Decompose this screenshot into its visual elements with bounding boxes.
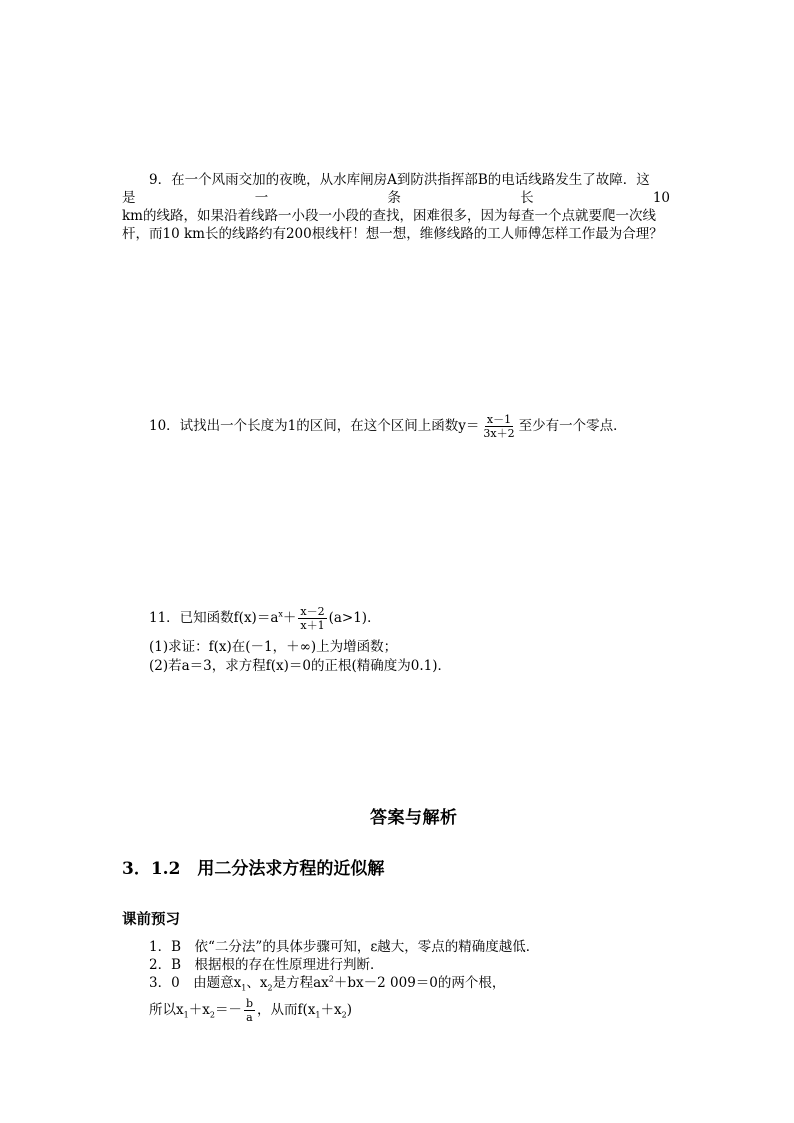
answer-3b-text: ＝－ [214,1002,242,1018]
answer-3-continued [149,992,352,1028]
q11-part1: (1)求证：f(x)在(－1，＋∞)上为增函数； [149,639,398,655]
q11-frac-num: x－2 [300,605,325,618]
q11-exponent: x [278,609,283,619]
subsection-title: 课前预习 [122,911,180,928]
q10-frac-den: 3x＋2 [483,427,515,440]
answer-3-sup: 2 [328,974,334,984]
answer-3b-text: ) [346,1002,352,1018]
section-title: 3．1.2 用二分法求方程的近似解 [122,859,385,879]
answer-3b-sub: 1 [315,1010,321,1020]
q9-line2-part: 条 [387,190,401,206]
answer-3-text: 、x [246,975,268,991]
q11-plus: ＋ [282,610,297,626]
answer-3-sub: 2 [267,983,273,993]
answer-3b-text: 所以x [149,1002,184,1018]
answer-3b-frac-den: a [246,1011,253,1024]
answer-3-text: 是方程ax [272,975,329,991]
q9-line3: km的线路，如果沿着线路一小段一小段的查找，困难很多，因为每查一个点就要爬一次线 [122,208,656,224]
q11-part2: (2)若a＝3，求方程f(x)＝0的正根(精确度为0.1)． [149,658,451,674]
q9-line2-part: 一 [254,190,269,206]
answer-3b-text: ＋x [188,1002,210,1018]
q10-frac-num: x－1 [486,413,512,426]
q11-frac-den: x＋1 [300,619,325,632]
answer-3b-text: ＋x [320,1002,342,1018]
q10-line [149,408,627,444]
q9-line2-part: 是 [122,190,136,206]
answer-3-text: ＋bx－2 009＝0的两个根， [333,975,506,991]
q10-suffix: 至少有一个零点． [518,418,627,434]
answer-1: 1．B 依“二分法”的具体步骤可知，ε越大，零点的精确度越低． [149,939,540,955]
q9-line2 [122,188,670,208]
answer-3b-sub: 2 [341,1010,347,1020]
q11-line [149,600,381,636]
q9-line4: 杆，而10 km长的线路约有200根线杆！想一想，维修线路的工人师傅怎样工作最为合理？ [122,226,663,242]
q10-prefix: 10．试找出一个长度为1的区间，在这个区间上函数y＝ [149,418,480,434]
q9-line2-part: 10 [652,190,670,206]
q11-suffix: (a>1)． [328,610,381,626]
answer-3-text: 3．0 由题意x [149,975,242,991]
answer-2: 2．B 根据根的存在性原理进行判断． [149,957,384,973]
answer-3b-fraction [244,997,255,1024]
q9-line2-part: 长 [520,190,534,206]
answer-3b-frac-num: b [245,997,253,1010]
q11-prefix: 11．已知函数f(x)＝a [149,610,279,626]
answer-3b-sub: 2 [209,1010,215,1020]
q9-line1: 9．在一个风雨交加的夜晚，从水库闸房A到防洪指挥部B的电话线路发生了故障．这 [149,172,650,188]
answers-title: 答案与解析 [370,808,458,828]
answer-3 [149,973,505,993]
answer-3-sub: 1 [241,983,247,993]
q10-fraction [481,413,516,440]
answer-3b-sub: 1 [183,1010,189,1020]
answer-3b-text: ，从而f(x [256,1002,316,1018]
q11-fraction [298,605,326,632]
